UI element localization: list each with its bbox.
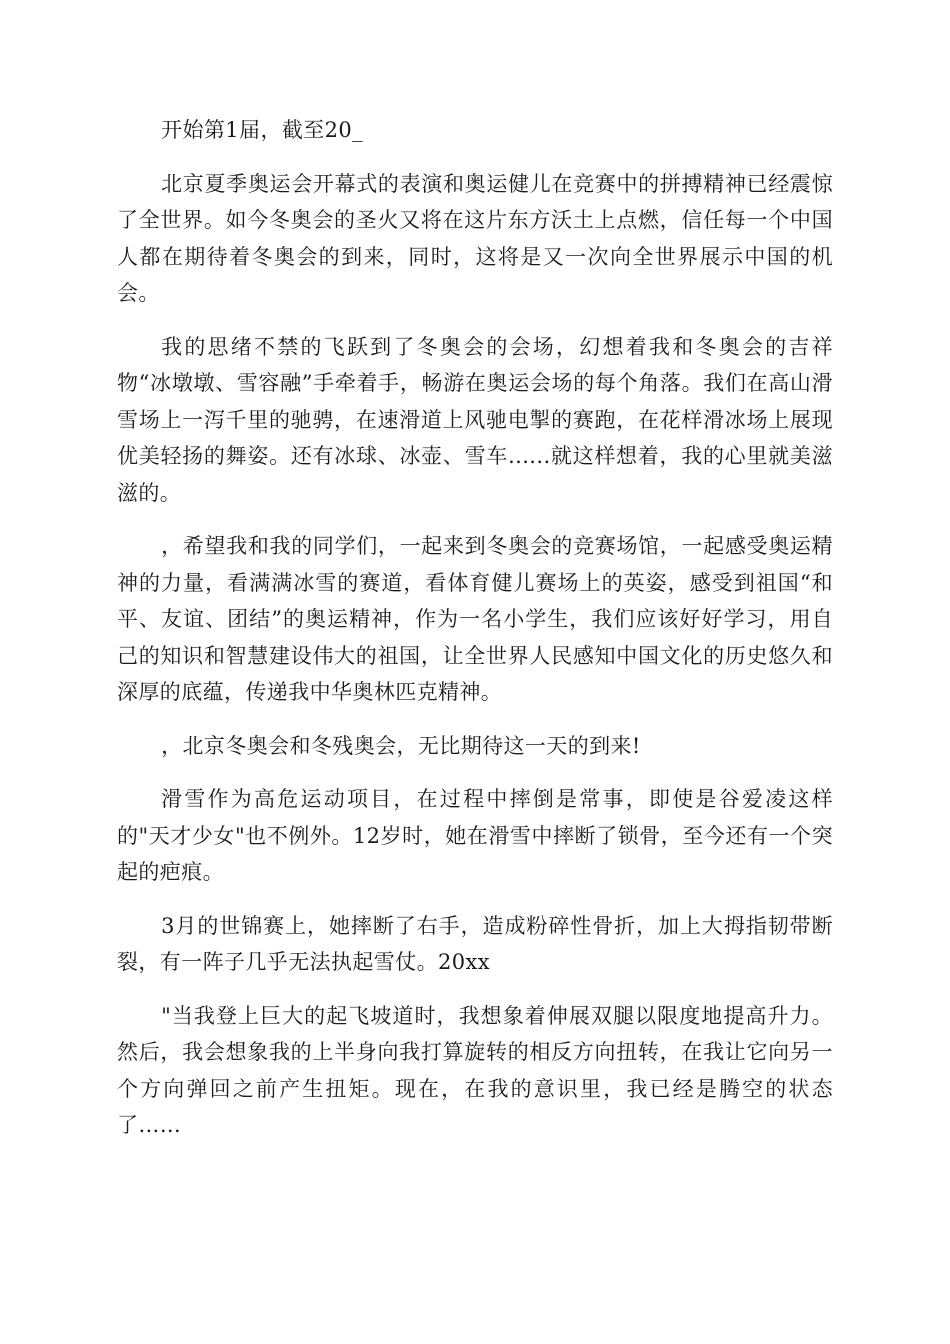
paragraph-2: 北京夏季奥运会开幕式的表演和奥运健儿在竞赛中的拼搏精神已经震惊了全世界。如今冬奥会的圣火又将在这片东方沃土上点燃，信任每一个中国人都在期待着冬奥会的到来，同时，这将是又一次向全世界展示中国的机会。: [117, 171, 833, 305]
paragraph-5: ，北京冬奥会和冬残奥会，无比期待这一天的到来!: [161, 733, 641, 758]
paragraph-8: "当我登上巨大的起飞坡道时，我想象着伸展双腿以限度地提高升力。然后，我会想象我的上半身向我打算旋转的相反方向扭转，在我让它向另一个方向弹回之前产生扭矩。现在，在我的意识里，我已经是腾空的状态了……: [117, 1003, 833, 1137]
article-body: [117, 112, 833, 1161]
paragraph-6: 滑雪作为高危运动项目，在过程中摔倒是常事，即使是谷爱凌这样的"天才少女"也不例外。12岁时，她在滑雪中摔断了锁骨，至今还有一个突起的疤痕。: [117, 787, 833, 884]
paragraph-7: 3月的世锦赛上，她摔断了右手，造成粉碎性骨折，加上大拇指韧带断裂，有一阵子几乎无法执起雪仗。20xx: [117, 913, 833, 974]
paragraph-1: 开始第1届，截至20_: [161, 118, 364, 142]
paragraph-3: 我的思绪不禁的飞跃到了冬奥会的会场，幻想着我和冬奥会的吉祥物“冰墩墩、雪容融”手牵着手，畅游在奥运会场的每个角落。我们在高山滑雪场上一泻千里的驰骋，在速滑道上风驰电掣的赛跑，在花样滑冰场上展现优美轻扬的舞姿。还有冰球、冰壶、雪车......就这样想着，我的心里就美滋滋的。: [117, 334, 833, 505]
paragraph-4: ，希望我和我的同学们，一起来到冬奥会的竞赛场馆，一起感受奥运精神的力量，看满满冰雪的赛道，看体育健儿赛场上的英姿，感受到祖国“和平、友谊、团结”的奥运精神，作为一名小学生，我们应该好好学习，用自己的知识和智慧建设伟大的祖国，让全世界人民感知中国文化的历史悠久和深厚的底蕴，传递我中华奥林匹克精神。: [117, 534, 833, 704]
